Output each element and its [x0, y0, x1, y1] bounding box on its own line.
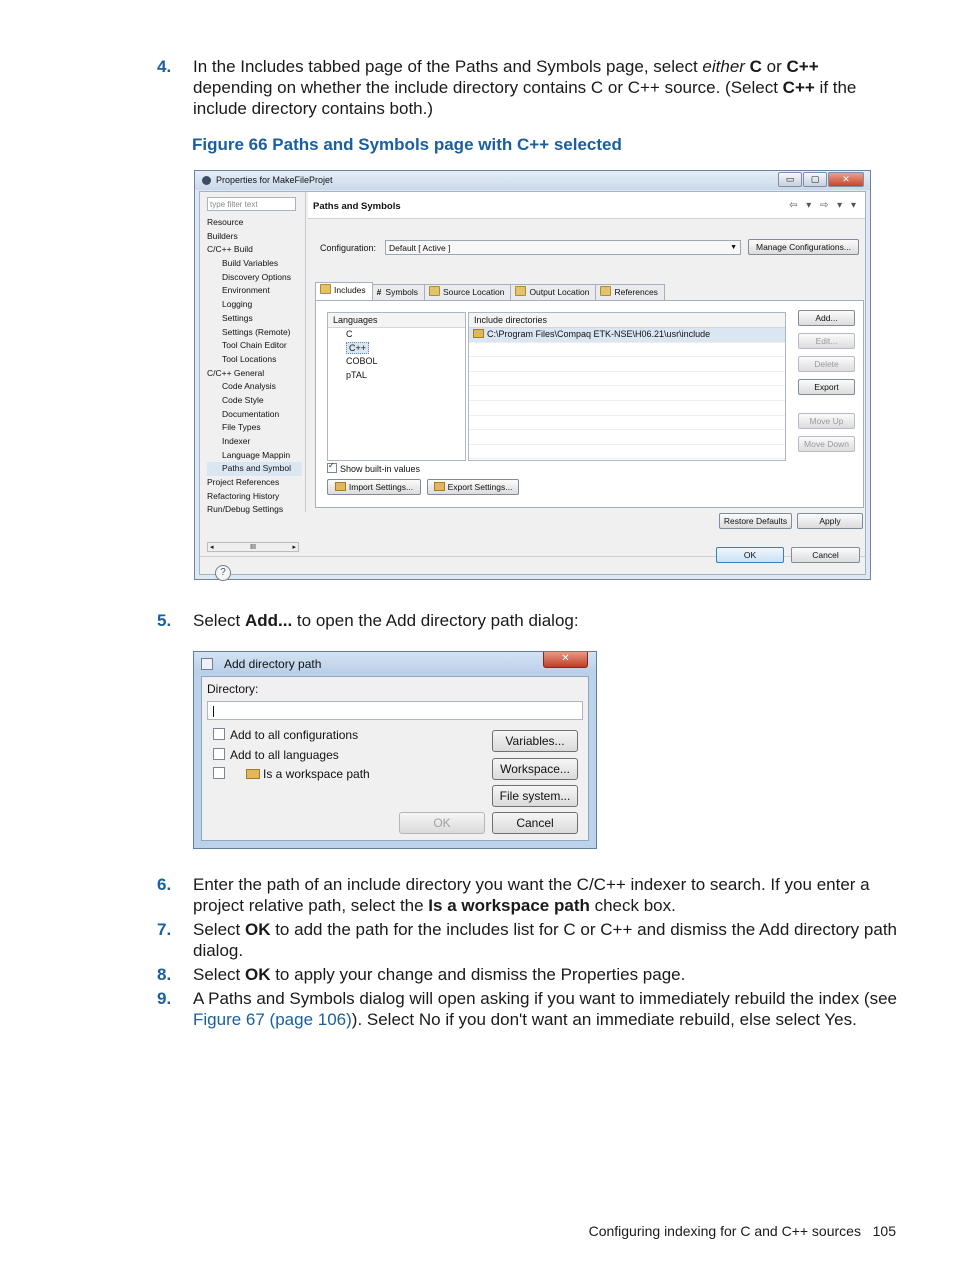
page-title: Paths and Symbols	[313, 201, 401, 212]
bold-term: C	[749, 57, 762, 76]
source-location-icon	[429, 286, 440, 296]
step-7	[157, 919, 902, 961]
pane-divider[interactable]	[305, 192, 306, 512]
tree-item[interactable]: Language Mappin	[222, 449, 291, 460]
dialog-title-bar	[194, 652, 596, 674]
empty-row	[469, 372, 785, 387]
empty-row	[469, 386, 785, 401]
window-controls	[778, 172, 864, 187]
step-9	[157, 988, 902, 1030]
language-item[interactable]	[328, 342, 465, 356]
step-text	[193, 964, 902, 985]
step-number: 4.	[157, 57, 172, 76]
cancel-button[interactable]: Cancel	[492, 812, 578, 834]
workspace-button[interactable]: Workspace...	[492, 758, 578, 780]
apply-button[interactable]: Apply	[797, 513, 863, 529]
bold-term: OK	[244, 965, 271, 984]
category-tree	[207, 216, 302, 517]
includes-tab-page	[315, 300, 864, 508]
tree-item[interactable]: Tool Chain Editor	[222, 340, 287, 351]
step-text	[193, 610, 902, 631]
tree-item[interactable]: Indexer	[222, 436, 251, 446]
cross-reference-link[interactable]: Figure 67 (page 106)	[193, 1010, 352, 1029]
add-to-all-languages-option[interactable]	[213, 747, 339, 763]
is-workspace-path-option[interactable]	[213, 766, 370, 782]
tab-label: Symbols	[385, 287, 418, 297]
includes-icon	[320, 284, 331, 294]
tree-item[interactable]: Tool Locations	[222, 353, 277, 364]
manage-configurations-button[interactable]: Manage Configurations...	[748, 239, 859, 255]
tab-includes[interactable]	[315, 282, 373, 300]
tree-item[interactable]: Refactoring History	[207, 490, 280, 501]
include-directory-path: C:\Program Files\Compaq ETK-NSE\H06.21\usr\include	[487, 329, 711, 339]
export-button[interactable]: Export	[798, 379, 855, 395]
tree-item[interactable]: Builders	[207, 230, 238, 241]
footer-section-title: Configuring indexing for C and C++ sources	[588, 1223, 861, 1239]
language-label: COBOL	[346, 356, 378, 366]
checkbox-label: Add to all configurations	[230, 728, 359, 742]
page-header	[308, 192, 865, 219]
filter-input[interactable]: type filter text	[207, 197, 296, 211]
ok-button[interactable]: OK	[399, 812, 485, 834]
step-6	[157, 874, 902, 916]
minimize-button[interactable]: ▭	[778, 172, 802, 187]
move-up-button[interactable]: Move Up	[798, 413, 855, 429]
tree-item[interactable]: Code Style	[222, 394, 264, 405]
tab-label: Includes	[334, 285, 366, 295]
bold-term: OK	[244, 920, 271, 939]
language-label: pTAL	[346, 369, 367, 380]
languages-header: Languages	[328, 313, 465, 328]
add-directory-dialog	[193, 651, 597, 849]
folder-icon	[473, 329, 484, 338]
references-icon	[600, 286, 611, 296]
language-label: C++	[346, 342, 369, 354]
directory-input[interactable]	[207, 701, 583, 720]
tree-scrollbar[interactable]	[207, 542, 299, 552]
folder-icon	[246, 769, 260, 779]
tab-references[interactable]	[595, 284, 664, 300]
empty-row	[469, 416, 785, 431]
step-5	[157, 610, 902, 631]
empty-row	[469, 343, 785, 358]
title-bar	[195, 171, 870, 190]
step-number: 9.	[157, 989, 172, 1008]
move-down-button[interactable]: Move Down	[798, 436, 855, 452]
empty-row	[469, 357, 785, 372]
add-button[interactable]: Add...	[798, 310, 855, 326]
include-directories-header: Include directories	[469, 313, 785, 328]
directory-label: Directory:	[207, 682, 259, 696]
properties-window	[194, 170, 871, 580]
tree-item[interactable]: Settings	[222, 312, 253, 323]
step-number: 6.	[157, 875, 172, 894]
output-location-icon	[515, 286, 526, 296]
tab-strip	[315, 284, 664, 300]
step-text	[193, 919, 902, 961]
show-builtin-label: Show built-in values	[340, 464, 421, 474]
include-directories-list[interactable]	[468, 312, 786, 461]
text-run: if the include directory contains both.)	[193, 78, 857, 118]
chevron-down-icon: ▼	[730, 244, 737, 251]
language-item[interactable]	[328, 355, 465, 369]
step-text	[193, 56, 902, 119]
add-to-all-configurations-checkbox[interactable]	[213, 728, 225, 740]
bold-term: C++	[782, 78, 815, 97]
tab-label: References	[614, 287, 658, 297]
checkbox-label: Is a workspace path	[263, 767, 370, 781]
italic-term: either	[702, 57, 745, 76]
help-icon[interactable]: ?	[215, 565, 231, 581]
maximize-button[interactable]: ▢	[803, 172, 827, 187]
text-run: check box.	[589, 896, 676, 915]
import-icon	[335, 482, 346, 491]
window-client	[199, 191, 866, 578]
tab-output-location[interactable]	[510, 284, 596, 300]
text-run: A Paths and Symbols dialog will open asking if you want to immediately rebuild the index (see	[193, 989, 897, 1008]
step-text	[193, 874, 902, 916]
checkbox-label: Add to all languages	[230, 748, 339, 762]
tree-item[interactable]: C/C++ Build	[207, 244, 253, 255]
eclipse-icon	[202, 176, 211, 185]
text-run: Enter the path of an include directory you want the C/C++ indexer to search. If you enter a project relative path, select the	[193, 875, 870, 915]
step-number: 7.	[157, 920, 172, 939]
window-title: Properties for MakeFileProjet	[216, 175, 333, 185]
tab-source-location[interactable]	[424, 284, 511, 300]
language-label: C	[346, 329, 353, 339]
language-item[interactable]	[328, 328, 465, 342]
close-icon[interactable]: ✕	[543, 652, 588, 668]
bold-term: C++	[786, 57, 819, 76]
add-to-all-languages-checkbox[interactable]	[213, 748, 225, 760]
cancel-button[interactable]: Cancel	[791, 547, 860, 563]
dialog-icon	[201, 658, 213, 670]
scroll-right-icon[interactable]: ▸	[292, 544, 296, 551]
tree-item[interactable]: Paths and Symbol	[207, 462, 302, 476]
languages-list[interactable]	[327, 312, 466, 461]
tree-item[interactable]: Logging	[222, 299, 253, 310]
configuration-value: Default [ Active ]	[389, 243, 451, 253]
tree-item[interactable]: Documentation	[222, 408, 280, 419]
step-number: 5.	[157, 611, 172, 630]
empty-row	[469, 445, 785, 460]
tree-item[interactable]: Build Variables	[222, 258, 279, 269]
text-run: or	[761, 57, 787, 76]
close-button[interactable]: ✕	[828, 172, 864, 187]
text-run: Select	[193, 920, 245, 939]
tree-item[interactable]: C/C++ General	[207, 367, 265, 378]
tab-label: Source Location	[443, 287, 505, 297]
tree-item[interactable]: Environment	[222, 285, 270, 296]
symbols-icon: #	[376, 287, 382, 297]
scroll-left-icon[interactable]: ◂	[210, 544, 214, 551]
text-run: Select	[193, 965, 245, 984]
bold-term: Add...	[244, 611, 293, 630]
tree-item[interactable]: Run/Debug Settings	[207, 504, 284, 515]
navigation-arrows-icon[interactable]: ⇦ ▾ ⇨ ▾ ▾	[789, 200, 859, 211]
edit-button[interactable]: Edit...	[798, 333, 855, 349]
import-settings-label: Import Settings...	[348, 482, 414, 492]
add-to-all-configurations-option[interactable]	[213, 727, 358, 743]
configuration-select[interactable]	[385, 240, 741, 255]
language-item[interactable]	[328, 369, 465, 383]
text-run: In the Includes tabbed page of the Paths and Symbols page, select	[193, 57, 703, 76]
import-settings-button[interactable]	[327, 479, 421, 495]
text-run: Select	[193, 611, 245, 630]
export-settings-button[interactable]	[427, 479, 519, 495]
text-run: to add the path for the includes list for C or C++ and dismiss the Add directory path dialog.	[193, 920, 897, 960]
bold-term: Is a workspace path	[428, 896, 590, 915]
show-builtin-values[interactable]	[327, 463, 420, 474]
delete-button[interactable]: Delete	[798, 356, 855, 372]
step-4	[157, 56, 902, 119]
tree-item[interactable]: Settings (Remote)	[222, 326, 291, 337]
variables-button[interactable]: Variables...	[492, 730, 578, 752]
text-run: depending on whether the include directory contains C or C++ source. (Select	[193, 78, 783, 97]
text-run: to open the Add directory path dialog:	[292, 611, 579, 630]
step-text	[193, 988, 902, 1030]
dialog-client	[201, 676, 589, 841]
tree-item[interactable]: Code Analysis	[222, 381, 276, 392]
dialog-title: Add directory path	[224, 657, 322, 671]
step-8	[157, 964, 902, 985]
scroll-thumb[interactable]: III	[250, 544, 256, 551]
tree-item[interactable]: Discovery Options	[222, 271, 291, 282]
restore-defaults-button[interactable]: Restore Defaults	[719, 513, 792, 529]
text-run: ). Select No if you don't want an immediate rebuild, else select Yes.	[351, 1010, 857, 1029]
empty-row	[469, 430, 785, 445]
step-number: 8.	[157, 965, 172, 984]
configuration-label: Configuration:	[320, 243, 377, 253]
empty-row	[469, 401, 785, 416]
is-workspace-path-checkbox[interactable]	[213, 767, 225, 779]
page-footer	[560, 1223, 896, 1239]
tab-symbols[interactable]	[372, 284, 425, 300]
figure-caption: Figure 66 Paths and Symbols page with C++ selected	[192, 135, 622, 154]
show-builtin-checkbox[interactable]	[327, 463, 337, 473]
tree-item[interactable]: Resource	[207, 217, 244, 227]
include-directory-row[interactable]	[469, 328, 785, 343]
text-run: to apply your change and dismiss the Properties page.	[270, 965, 686, 984]
tree-item[interactable]: Project References	[207, 477, 280, 488]
tree-item[interactable]: File Types	[222, 422, 261, 433]
export-settings-label: Export Settings...	[447, 482, 513, 492]
tab-label: Output Location	[529, 287, 590, 297]
file-system-button[interactable]: File system...	[492, 785, 578, 807]
export-icon	[434, 482, 445, 491]
text-caret	[213, 706, 214, 717]
page-number: 105	[872, 1223, 896, 1239]
ok-button[interactable]: OK	[716, 547, 784, 563]
